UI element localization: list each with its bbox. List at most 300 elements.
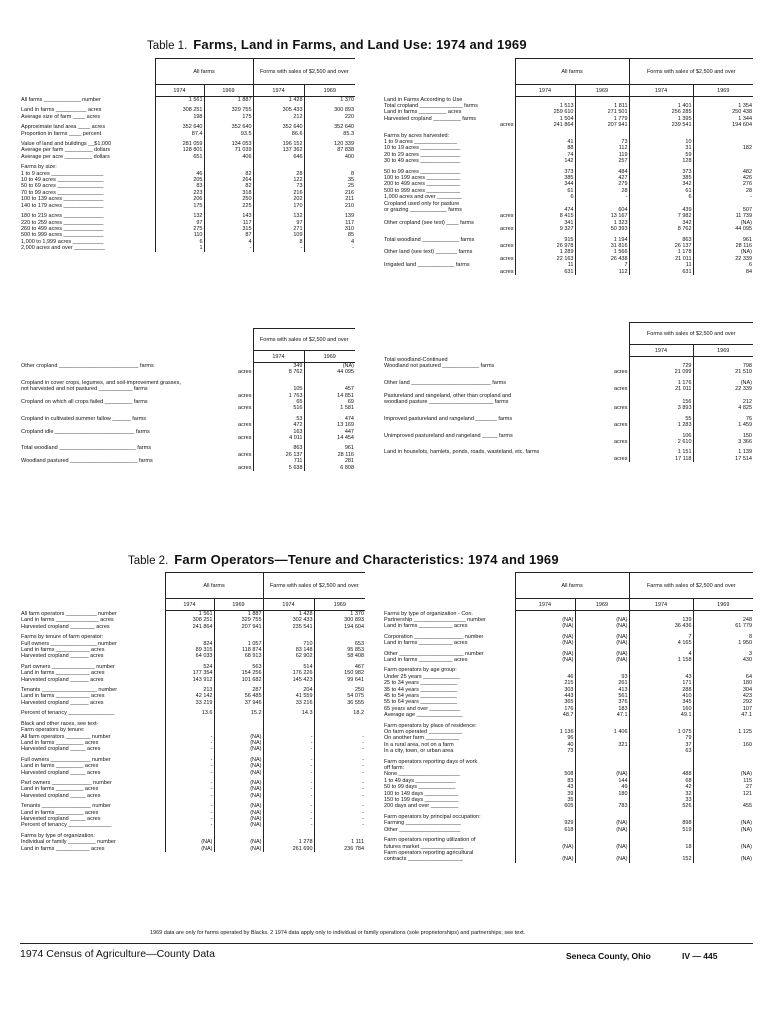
cell-value: 1 125 <box>693 729 753 735</box>
cell-value: 345 <box>629 699 693 705</box>
cell-value: 112 <box>575 145 629 151</box>
cell-value: - <box>575 194 629 200</box>
row-label: 200 to 499 acres ___________ <box>384 181 461 188</box>
year-header: 1974 <box>629 85 693 97</box>
cell-value: 310 <box>304 226 355 232</box>
cell-value: 618 <box>515 827 575 833</box>
cell-value: - <box>304 245 355 251</box>
cell-value: 239 541 <box>629 122 693 128</box>
row-label: 140 to 179 acres _____________ <box>21 202 104 209</box>
cell-value: 46 <box>155 171 204 177</box>
row-label: 10 to 49 acres _______________ <box>21 177 104 184</box>
cell-value: 257 <box>575 158 629 164</box>
table-row <box>20 846 365 852</box>
cell-value: 288 <box>629 687 693 693</box>
row-label: acres <box>238 405 252 412</box>
row-label: Individual or family _________ number <box>21 839 116 846</box>
cell-value: 213 <box>165 687 214 693</box>
cell-value: 474 <box>515 207 575 213</box>
cell-value: 472 <box>253 422 304 428</box>
year-header: 1969 <box>575 85 629 97</box>
cell-value: 31 816 <box>575 243 629 249</box>
cell-value: 898 <box>629 820 693 826</box>
row-label: Percent of tenancy _______________ <box>21 710 115 717</box>
cell-value: 83 <box>515 778 575 784</box>
cell-value: 1 139 <box>693 449 753 455</box>
cell-value: (NA) <box>214 734 263 740</box>
row-label: Total cropland ______________ farms <box>384 102 478 109</box>
row-label: Harvested cropland ______ acres <box>21 699 104 706</box>
cell-value: (NA) <box>165 846 214 852</box>
row-label: Harvested cropland _____ acres <box>21 815 101 822</box>
cell-value: 160 <box>629 706 693 712</box>
row-label: Land in farms ___________ acres <box>21 693 105 700</box>
cell-value: 122 <box>253 177 304 183</box>
cell-value: 21 011 <box>629 256 693 262</box>
row-label: Part owners ______________ number <box>21 663 115 670</box>
row-label: Farms by size: <box>21 164 57 171</box>
cell-value: 400 <box>304 154 355 160</box>
row-label: Average size of farm ____ acres <box>21 113 101 120</box>
row-label: Other land (see text) _______ farms <box>384 249 473 256</box>
cell-value: 26 438 <box>575 256 629 262</box>
cell-value: - <box>263 740 314 746</box>
cell-value: 118 874 <box>214 647 263 653</box>
cell-value: (NA) <box>214 740 263 746</box>
row-label: Land in farms _________ acres <box>21 739 99 746</box>
cell-value: 447 <box>304 429 355 435</box>
row-label: Under 25 years ____________ <box>384 673 460 680</box>
cell-value: 83 148 <box>263 647 314 653</box>
cell-value: 1 428 <box>253 97 304 104</box>
cell-value: 235 541 <box>263 624 314 630</box>
row-label: All farms ____________ number <box>21 96 101 103</box>
cell-value: 352 640 <box>155 124 204 130</box>
footer-rule <box>20 943 753 944</box>
cell-value: 308 251 <box>155 107 204 113</box>
table1-right-lower-part <box>383 322 753 462</box>
cell-value: 303 <box>515 687 575 693</box>
cell-value: 14.3 <box>263 710 314 716</box>
cell-value: 182 <box>693 145 753 151</box>
cell-value: 304 <box>693 687 753 693</box>
row-label: Cropland idle __________________________ farms <box>21 428 150 435</box>
footer-county: Seneca County, Ohio <box>566 951 651 961</box>
cell-value: 89 315 <box>165 647 214 653</box>
cell-value: 376 <box>575 699 629 705</box>
cell-value: 2 610 <box>629 439 693 445</box>
cell-value: 373 <box>515 169 575 175</box>
table1-left-lower-part <box>20 328 355 471</box>
cell-value: 143 912 <box>165 677 214 683</box>
cell-value: 929 <box>515 820 575 826</box>
row-label: Land in farms _________ acres <box>21 763 99 770</box>
row-label: Land in farms ___________ acres <box>21 845 105 852</box>
year-header: 1974 <box>253 85 304 97</box>
cell-value: (NA) <box>214 816 263 822</box>
cell-value: 107 <box>693 706 753 712</box>
cell-value: 33 <box>629 797 693 803</box>
row-label: Cropland in cover crops, legumes, and soil-improvement grasses, <box>21 379 181 386</box>
table1-prefix: Table 1. <box>147 40 188 52</box>
table-row <box>383 269 753 275</box>
table2-title <box>128 552 559 567</box>
cell-value: - <box>314 740 365 746</box>
cell-value: (NA) <box>214 757 263 763</box>
cell-value: 516 <box>253 405 304 411</box>
cell-value: 26 137 <box>253 452 304 458</box>
row-label: All farm operators __________ number <box>21 610 117 617</box>
cell-value: 46 <box>515 674 575 680</box>
cell-value: (NA) <box>575 827 629 833</box>
cell-value: 1 344 <box>693 116 753 122</box>
cell-value: 87 838 <box>304 147 355 153</box>
cell-value: 42 142 <box>165 693 214 699</box>
cell-value: 1 075 <box>629 729 693 735</box>
cell-value: 4 <box>629 651 693 657</box>
cell-value: 47.1 <box>575 712 629 718</box>
cell-value: 120 339 <box>304 141 355 147</box>
row-label: Farm operators by place of residence: <box>384 722 477 729</box>
cell-value: 65 <box>253 399 304 405</box>
cell-value: 55 <box>629 416 693 422</box>
row-label: 1 to 9 acres _________________ <box>21 170 104 177</box>
cell-value: 4 <box>304 239 355 245</box>
row-label: In a city, town, or urban area <box>384 748 454 755</box>
row-label: Woodland pastured ______________________ farms <box>21 458 153 465</box>
cell-value: 1 887 <box>204 97 253 104</box>
row-label: 30 to 49 acres _____________ <box>384 158 461 165</box>
cell-value: 1 354 <box>693 103 753 109</box>
cell-value: 223 <box>155 190 204 196</box>
row-label: acres <box>614 386 628 393</box>
cell-value: 36 436 <box>629 623 693 629</box>
row-label: Other _____________________ number <box>384 650 484 657</box>
cell-value: 308 251 <box>165 617 214 623</box>
cell-value: - <box>165 770 214 776</box>
row-label: Farm operators by age group: <box>384 667 457 674</box>
cell-value: 13 167 <box>575 213 629 219</box>
cell-value: (NA) <box>575 623 629 629</box>
cell-value: 406 <box>204 154 253 160</box>
cell-value: 171 <box>629 680 693 686</box>
cell-value: - <box>165 786 214 792</box>
row-label: Value of land and buildings __$1,000 <box>21 141 112 148</box>
table2-footnote: 1969 data are only for farms operated by Blacks. 2 1974 data apply only to individual or family operations (sole proprietorships) and partnerships; see text. <box>150 930 526 936</box>
cell-value: 39 <box>515 791 575 797</box>
cell-value: 1 370 <box>304 97 355 104</box>
year-header: 1974 <box>515 85 575 97</box>
row-label: 1,000 acres and over ________ <box>384 194 462 201</box>
cell-value: 119 <box>575 152 629 158</box>
cell-value: (NA) <box>515 856 575 862</box>
cell-value: 68 913 <box>214 653 263 659</box>
cell-value: - <box>263 770 314 776</box>
cell-value: 264 <box>204 177 253 183</box>
row-label: Land in farms ___________ acres <box>384 640 468 647</box>
year-header: 1974 <box>155 85 204 97</box>
row-label: Harvested cropland _____ acres <box>21 746 101 753</box>
cell-value: 1 <box>155 245 204 251</box>
cell-value: 1 950 <box>693 640 753 646</box>
cell-value: 18.2 <box>314 710 365 716</box>
cell-value: 271 501 <box>575 109 629 115</box>
cell-value: 26 137 <box>629 243 693 249</box>
cell-value: 150 982 <box>314 670 365 676</box>
row-label: 50 to 69 acres _______________ <box>21 183 104 190</box>
year-header: 1969 <box>304 85 355 97</box>
cell-value: 430 <box>693 657 753 663</box>
row-label: acres <box>500 243 514 250</box>
cell-value: 206 <box>155 196 204 202</box>
row-label: None ____________________ <box>384 771 460 778</box>
cell-value: (NA) <box>693 249 753 255</box>
cell-value: 455 <box>693 803 753 809</box>
cell-value: 99 641 <box>314 677 365 683</box>
cell-value: 6 <box>693 262 753 268</box>
cell-value: - <box>165 822 214 828</box>
row-label: Harvested cropland ________ acres <box>21 623 110 630</box>
cell-value: - <box>165 810 214 816</box>
cell-value: 44 095 <box>304 369 355 375</box>
cell-value: 176 226 <box>263 670 314 676</box>
cell-value: 4 165 <box>629 640 693 646</box>
cell-value: 22 163 <box>515 256 575 262</box>
row-label: Land in farms ___________ acres <box>21 647 105 654</box>
cell-value: 1 178 <box>629 249 693 255</box>
cell-value: 342 <box>629 181 693 187</box>
cell-value: 37 <box>629 742 693 748</box>
cell-value: 150 <box>693 433 753 439</box>
cell-value: 64 033 <box>165 653 214 659</box>
cell-value: 170 <box>253 203 304 209</box>
cell-value: 352 640 <box>304 124 355 130</box>
cell-value: - <box>314 810 365 816</box>
row-label: Proportion in farms ____ percent <box>21 130 102 137</box>
cell-value: 183 <box>575 706 629 712</box>
t2-left-head-all: All farms <box>165 573 263 599</box>
cell-value: - <box>693 194 753 200</box>
table1-title-text: Farms, Land in Farms, and Land Use: 1974 and 1969 <box>193 37 527 52</box>
cell-value: 329 755 <box>214 617 263 623</box>
year-header: 1974 <box>515 599 575 611</box>
cell-value: 50 393 <box>575 226 629 232</box>
row-label: acres <box>500 226 514 233</box>
cell-value: - <box>314 770 365 776</box>
cell-value: (NA) <box>575 617 629 623</box>
cell-value: 321 <box>575 742 629 748</box>
row-label: Woodland not pastured ____________ farms <box>384 362 495 369</box>
cell-value: (NA) <box>214 780 263 786</box>
cell-value: - <box>263 763 314 769</box>
cell-value: 32 <box>629 791 693 797</box>
cell-value: 61 779 <box>693 623 753 629</box>
cell-value: 1 401 <box>629 103 693 109</box>
cell-value: 87 <box>204 232 253 238</box>
cell-value: 6 <box>515 194 575 200</box>
cell-value: 1 323 <box>575 220 629 226</box>
cell-value: - <box>165 763 214 769</box>
cell-value: 1 151 <box>629 449 693 455</box>
row-label: Farms by acres harvested: <box>384 132 450 139</box>
cell-value: 467 <box>314 664 365 670</box>
cell-value: (NA) <box>214 822 263 828</box>
cell-value: - <box>165 757 214 763</box>
cell-value: 64 <box>693 674 753 680</box>
cell-value: (NA) <box>304 363 355 370</box>
table2-left-part <box>20 572 365 852</box>
cell-value: 8 762 <box>629 226 693 232</box>
cell-value: 3 366 <box>693 439 753 445</box>
cell-value: - <box>314 757 365 763</box>
cell-value: 156 <box>629 399 693 405</box>
t1-left-lower-head-sales: Forms with sales of $2,500 and over <box>253 329 355 351</box>
cell-value: 783 <box>575 803 629 809</box>
t1-right-head-sales: Forms with sales of $2,500 and over <box>629 59 753 85</box>
cell-value: - <box>263 816 314 822</box>
row-label: Land in farms ___________ acres <box>384 656 468 663</box>
row-label: 50 to 99 days ____________ <box>384 784 456 791</box>
cell-value: 210 <box>304 203 355 209</box>
cell-value: - <box>165 793 214 799</box>
row-label: Tenants __________________ number <box>21 687 118 694</box>
cell-value: (NA) <box>515 844 575 850</box>
row-label: acres <box>614 369 628 376</box>
row-label: Land in houselots, hamlets, ponds, roads, wasteland, etc. farms <box>384 449 540 456</box>
cell-value: 144 <box>575 778 629 784</box>
cell-value: 1 158 <box>629 657 693 663</box>
cell-value: (NA) <box>575 657 629 663</box>
cell-value: 17 118 <box>629 456 693 462</box>
cell-value: - <box>314 734 365 740</box>
table2-prefix: Table 2. <box>128 555 169 567</box>
cell-value: 21 011 <box>629 386 693 392</box>
cell-value: 631 <box>629 269 693 275</box>
cell-value: 117 <box>204 220 253 226</box>
cell-value: 211 <box>304 196 355 202</box>
cell-value: 241 864 <box>165 624 214 630</box>
row-label: Average per acre _________ dollars <box>21 153 110 160</box>
cell-value: 176 <box>515 706 575 712</box>
cell-value: 115 <box>693 778 753 784</box>
year-header: 1969 <box>693 85 753 97</box>
row-label: Other ____________________ <box>384 826 461 833</box>
row-label: On another farm ___________ <box>384 735 460 742</box>
cell-value: 961 <box>304 445 355 451</box>
cell-value: 653 <box>314 641 365 647</box>
cell-value: 85.3 <box>304 131 355 137</box>
cell-value: (NA) <box>515 623 575 629</box>
row-label: 100 to 139 acres _____________ <box>21 196 104 203</box>
row-label: Land in farms __________ acres <box>21 107 102 114</box>
cell-value: 8 <box>304 171 355 177</box>
row-label: Farm operators reporting agricultural <box>384 849 474 856</box>
row-label: Farms by type of organization: <box>21 832 95 839</box>
cell-value: 410 <box>629 693 693 699</box>
year-header: 1969 <box>214 599 263 611</box>
cell-value: 142 <box>515 158 575 164</box>
row-label: Partnership _________________ number <box>384 616 486 623</box>
row-label: Approximate land area ____ acres <box>21 124 106 131</box>
cell-value: 82 <box>204 171 253 177</box>
cell-value: 344 <box>515 181 575 187</box>
cell-value: 196 152 <box>253 141 304 147</box>
cell-value: (NA) <box>693 827 753 833</box>
cell-value: 236 784 <box>314 846 365 852</box>
cell-value: 250 <box>314 687 365 693</box>
cell-value: 349 <box>253 363 304 370</box>
cell-value: (NA) <box>214 793 263 799</box>
cell-value: 711 <box>253 458 304 464</box>
cell-value: - <box>314 786 365 792</box>
table-row <box>20 245 355 251</box>
cell-value: 105 <box>253 386 304 392</box>
cell-value: 69 <box>304 399 355 405</box>
cell-value: 68 <box>629 778 693 784</box>
row-label: Tenants ________________ number <box>21 803 111 810</box>
row-label: 1 to 9 acres ______________ <box>384 138 458 145</box>
cell-value: 482 <box>693 169 753 175</box>
cell-value: 250 438 <box>693 109 753 115</box>
year-header: 1969 <box>693 345 753 357</box>
cell-value: 63 <box>629 748 693 754</box>
row-label: Other land __________________________ farms <box>384 379 507 386</box>
cell-value: - <box>165 734 214 740</box>
cell-value: 17 514 <box>693 456 753 462</box>
year-header: 1974 <box>629 599 693 611</box>
cell-value: 22 339 <box>693 256 753 262</box>
table-row <box>383 856 753 862</box>
cell-value: 71 039 <box>204 147 253 153</box>
table2-right-part <box>383 572 753 863</box>
cell-value: 134 053 <box>204 141 253 147</box>
cell-value: (NA) <box>214 810 263 816</box>
cell-value: 117 <box>304 220 355 226</box>
row-label: 100 to 149 days ___________ <box>384 790 459 797</box>
cell-value: 8 <box>253 239 304 245</box>
cell-value: 163 <box>253 429 304 435</box>
cell-value: 1 278 <box>263 839 314 845</box>
row-label: contracts __________________ <box>384 856 463 863</box>
cell-value: 33 219 <box>165 700 214 706</box>
cell-value: 1 763 <box>253 393 304 399</box>
cell-value: (NA) <box>515 651 575 657</box>
cell-value: 97 <box>155 220 204 226</box>
cell-value: 11 739 <box>693 213 753 219</box>
cell-value: 514 <box>263 664 314 670</box>
cell-value: 271 <box>253 226 304 232</box>
cell-value: 302 433 <box>263 617 314 623</box>
row-label: 35 to 44 years ____________ <box>384 686 458 693</box>
cell-value: (NA) <box>214 839 263 845</box>
cell-value: 365 <box>515 699 575 705</box>
row-label: Other cropland (see text) ____ farms <box>384 219 474 226</box>
cell-value: 132 <box>253 213 304 219</box>
row-label: Harvested cropland _________ farms <box>384 115 477 122</box>
cell-value: 96 <box>515 735 575 741</box>
cell-value: 279 <box>575 181 629 187</box>
cell-value: 11 <box>629 262 693 268</box>
footer-publication: 1974 Census of Agriculture—County Data <box>20 948 215 960</box>
cell-value: 207 941 <box>214 624 263 630</box>
cell-value: 41 <box>515 139 575 145</box>
row-label: 20 to 29 acres _____________ <box>384 151 461 158</box>
t2-right-head-all: All farms <box>515 573 629 599</box>
table-row <box>383 456 753 462</box>
cell-value: 915 <box>515 237 575 243</box>
cell-value: 526 <box>629 803 693 809</box>
cell-value: - <box>165 746 214 752</box>
